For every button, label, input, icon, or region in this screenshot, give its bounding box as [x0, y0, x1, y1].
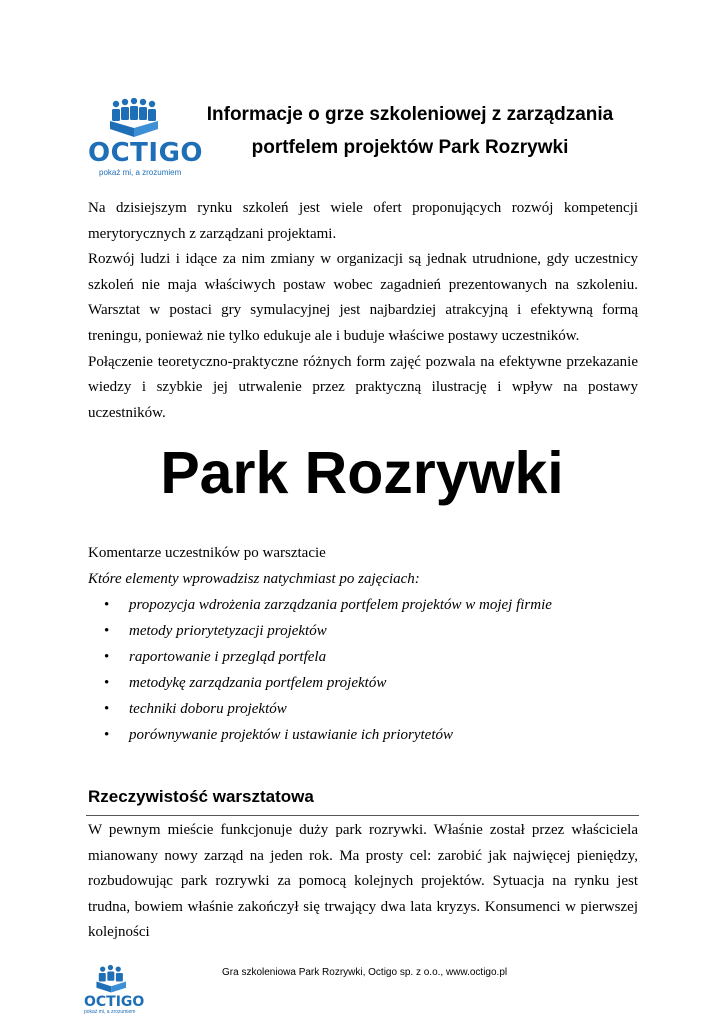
bullet-icon: • [104, 701, 110, 718]
comments-heading: Komentarze uczestników po warsztacie [88, 545, 326, 561]
list-item [88, 670, 638, 696]
list-item [88, 722, 638, 748]
list-item [88, 644, 638, 670]
footer-people-cube-icon [84, 964, 140, 996]
logo-tagline: pokaż mi, a zrozumiem [99, 168, 182, 177]
bullet-icon: • [104, 649, 110, 666]
footer-text: Gra szkoleniowa Park Rozrywki, Octigo sp. z o.o., www.octigo.pl [222, 967, 508, 978]
comments-list [88, 592, 638, 748]
list-item [88, 592, 638, 618]
page-title-line-2: portfelem projektów Park Rozrywki [251, 137, 569, 158]
list-item-text: metody priorytetyzacji projektów [129, 623, 327, 640]
section-paragraph: W pewnym mieście funkcjonuje duży park rozrywki. Właśnie został przez właściciela mianowany nowy zarząd na jeden rok. Ma prosty cel: zarobić jak najwięcej pieniędzy, rozbudowując park rozrywki za pomocą kolejnych projektów. Sytuacja na rynku jest trudna, bowiem właśnie zakończył się trwający dwa lata kryzys. Konsumenci w pierwszej kolejności [88, 822, 638, 941]
list-item [88, 696, 638, 722]
page-title-line-1: Informacje o grze szkoleniowej z zarządzania [206, 104, 614, 125]
game-title: Park Rozrywki [160, 440, 564, 506]
intro-text [88, 196, 638, 426]
list-item-text: techniki doboru projektów [129, 701, 287, 718]
people-cube-icon [102, 98, 174, 138]
intro-paragraph: Na dzisiejszym rynku szkoleń jest wiele ofert proponujących rozwój kompetencji merytorycznych z zarządzani projektami. [88, 200, 638, 242]
intro-paragraph: Rozwój ludzi i idące za nim zmiany w organizacji są jednak utrudnione, gdy uczestnicy szkoleń nie maja właściwych postaw wobec zagadnień prezentowanych na szkoleniu. Warsztat w postaci gry symulacyjnej jest najbardziej atrakcyjną i efektywną formą treningu, ponieważ nie tylko edukuje ale i buduje właściwe postawy uczestników. [88, 251, 638, 344]
bullet-icon: • [104, 623, 110, 640]
bullet-icon: • [104, 727, 110, 744]
section-body [88, 818, 638, 946]
list-item [88, 618, 638, 644]
section-divider [86, 815, 639, 816]
page-title [195, 98, 625, 164]
footer-logo [84, 964, 145, 1015]
list-item-text: propozycja wdrożenia zarządzania portfelem projektów w mojej firmie [129, 597, 552, 614]
list-item-text: metodykę zarządzania portfelem projektów [129, 675, 387, 692]
comments-question: Które elementy wprowadzisz natychmiast po zajęciach: [88, 570, 420, 587]
bullet-icon: • [104, 675, 110, 692]
bullet-icon: • [104, 597, 110, 614]
footer-logo-brand: OCTIGO [84, 994, 145, 1010]
logo-brand: OCTIGO [88, 138, 204, 168]
list-item-text: porównywanie projektów i ustawianie ich priorytetów [129, 727, 454, 744]
octigo-logo [88, 98, 204, 177]
intro-paragraph: Połączenie teoretyczno-praktyczne różnych form zajęć pozwala na efektywne przekazanie wiedzy i szybkie jej utrwalenie przez praktyczną ilustrację i wpływ na postawy uczestników. [88, 353, 638, 421]
section-heading: Rzeczywistość warsztatowa [88, 787, 314, 806]
participant-comments [88, 541, 638, 748]
list-item-text: raportowanie i przegląd portfela [129, 649, 327, 666]
footer-logo-tagline: pokaż mi, a zrozumiem [84, 1009, 136, 1015]
